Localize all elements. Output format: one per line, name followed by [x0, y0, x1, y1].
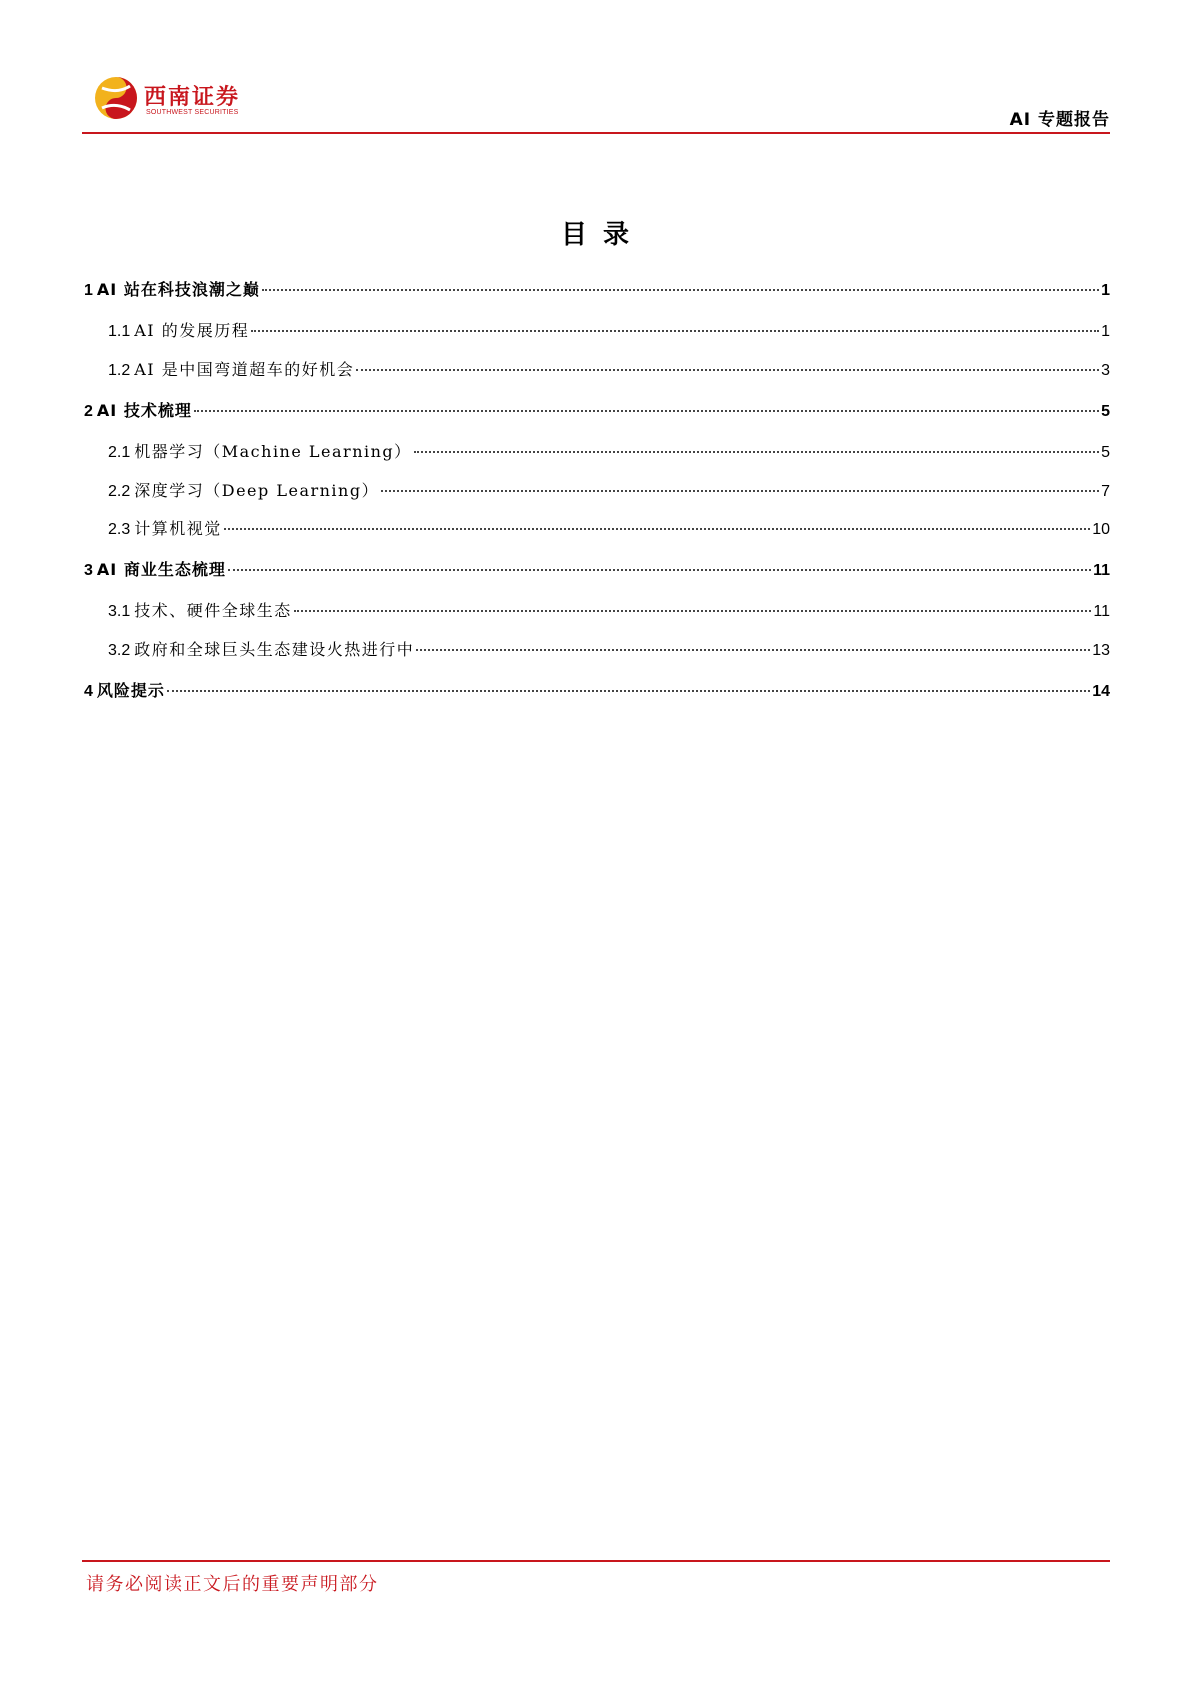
toc-entry-page-number: 1 — [1101, 323, 1110, 340]
header-divider — [82, 132, 1110, 134]
toc-entry-number: 4 — [84, 683, 93, 700]
toc-entry-number: 3.2 — [108, 642, 131, 659]
toc-entry-title: 政府和全球巨头生态建设火热进行中 — [134, 640, 415, 659]
toc-entry-title: AI 的发展历程 — [134, 321, 250, 340]
toc-entry-page-number: 13 — [1092, 642, 1110, 659]
footer-disclaimer-notice: 请务必阅读正文后的重要声明部分 — [86, 1574, 379, 1595]
toc-entry[interactable] — [84, 441, 1110, 464]
toc-entry-number: 1.1 — [108, 323, 131, 340]
toc-dot-leader — [294, 610, 1092, 612]
toc-entry-page-number: 11 — [1093, 562, 1110, 579]
toc-dot-leader — [356, 369, 1099, 371]
toc-entry-page-number: 14 — [1092, 683, 1110, 700]
logo-chinese-name: 西南证券 — [144, 84, 241, 110]
toc-entry-page-number: 11 — [1093, 603, 1110, 620]
toc-entry[interactable] — [84, 480, 1110, 503]
toc-entry-number: 3.1 — [108, 603, 131, 620]
toc-entry-page-number: 5 — [1101, 403, 1110, 420]
toc-entry-title: AI 技术梳理 — [96, 401, 192, 420]
report-type-label: AI 专题报告 — [1009, 110, 1110, 130]
toc-dot-leader — [262, 289, 1099, 291]
toc-entry-title: AI 是中国弯道超车的好机会 — [134, 360, 355, 379]
toc-entry-number: 1 — [84, 282, 93, 299]
toc-entry[interactable] — [84, 400, 1110, 423]
toc-dot-leader — [228, 569, 1091, 571]
company-logo — [92, 74, 252, 124]
toc-entry-number: 2 — [84, 403, 93, 420]
footer-divider — [82, 1560, 1110, 1562]
logo-emblem-icon — [92, 74, 140, 122]
toc-dot-leader — [381, 490, 1099, 492]
toc-entry[interactable] — [84, 279, 1110, 302]
toc-entry-page-number: 10 — [1092, 521, 1110, 538]
toc-dot-leader — [224, 528, 1090, 530]
toc-entry-number: 2.1 — [108, 444, 131, 461]
toc-entry[interactable] — [84, 639, 1110, 662]
toc-entry-page-number: 3 — [1101, 362, 1110, 379]
toc-entry[interactable] — [84, 359, 1110, 382]
toc-entry[interactable] — [84, 600, 1110, 623]
toc-entry-title: 机器学习（Machine Learning） — [134, 442, 412, 461]
toc-dot-leader — [251, 330, 1099, 332]
toc-entry[interactable] — [84, 320, 1110, 343]
toc-entry-title: 风险提示 — [96, 681, 165, 700]
toc-entry-title: 深度学习（Deep Learning） — [134, 481, 380, 500]
toc-entry-page-number: 5 — [1101, 444, 1110, 461]
toc-entry-page-number: 1 — [1101, 282, 1110, 299]
toc-entry-page-number: 7 — [1101, 483, 1110, 500]
toc-entry-number: 1.2 — [108, 362, 131, 379]
toc-dot-leader — [416, 649, 1090, 651]
toc-entry[interactable] — [84, 559, 1110, 582]
toc-entry-title: AI 站在科技浪潮之巅 — [96, 280, 260, 299]
toc-entry-title: AI 商业生态梳理 — [96, 560, 226, 579]
toc-entry-number: 2.3 — [108, 521, 131, 538]
toc-dot-leader — [194, 410, 1099, 412]
page-title: 目录 — [560, 220, 645, 250]
toc-entry-number: 3 — [84, 562, 93, 579]
toc-dot-leader — [414, 451, 1099, 453]
logo-english-name: SOUTHWEST SECURITIES — [146, 109, 239, 116]
toc-entry-title: 计算机视觉 — [134, 519, 222, 538]
toc-entry-title: 技术、硬件全球生态 — [134, 601, 292, 620]
toc-entry[interactable] — [84, 680, 1110, 703]
toc-entry-number: 2.2 — [108, 483, 131, 500]
toc-entry[interactable] — [84, 518, 1110, 541]
toc-dot-leader — [167, 690, 1090, 692]
